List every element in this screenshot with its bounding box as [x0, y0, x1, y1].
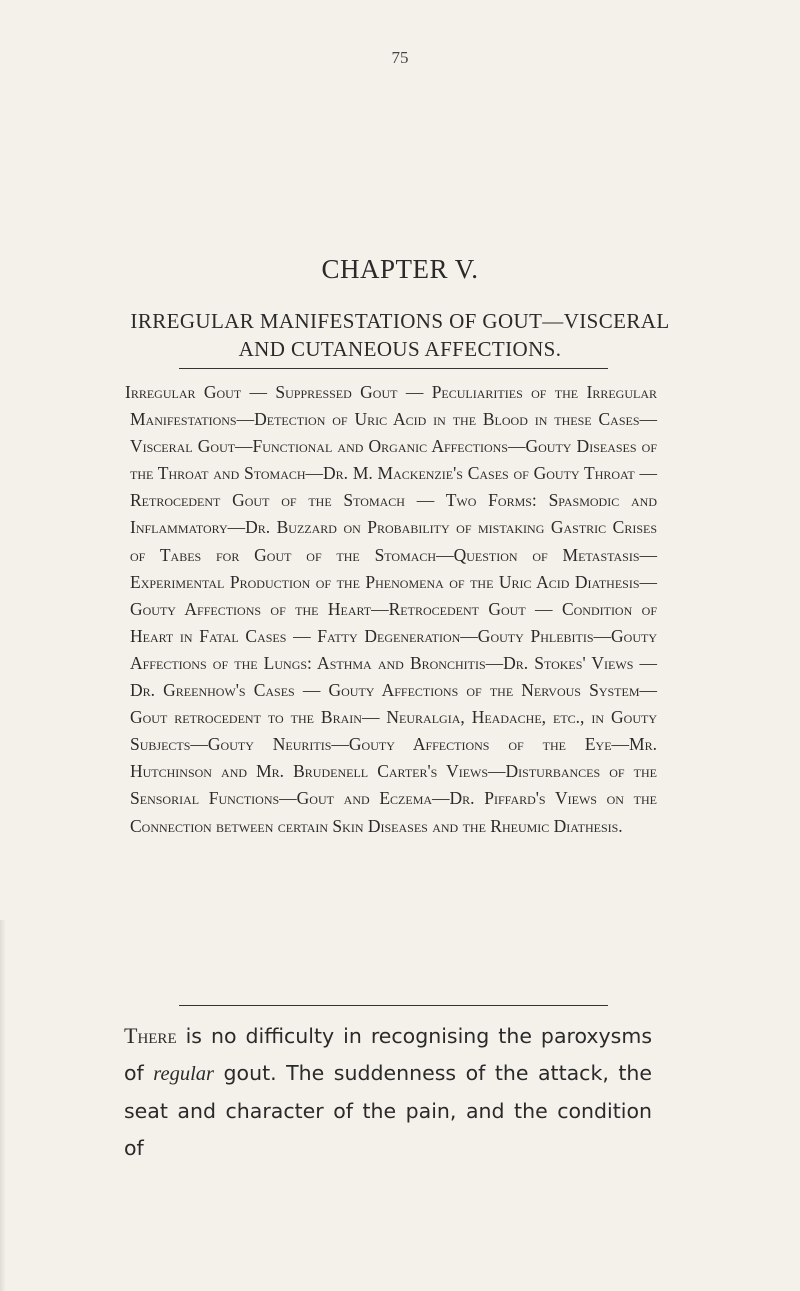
body-paragraph: [124, 1017, 652, 1167]
body-text-part-2: gout. The suddenness of the attack, the seat and character of the pain, and the condition of: [124, 1061, 652, 1160]
body-text-part-1: is no difficulty in recognising the paroxysms of: [124, 1024, 652, 1085]
bottom-rule: [179, 1005, 608, 1006]
chapter-title: [0, 307, 800, 363]
chapter-title-line-1: IRREGULAR MANIFESTATIONS OF GOUT—VISCERAL: [130, 309, 670, 333]
page-number: 75: [391, 48, 409, 67]
top-rule: [179, 368, 608, 369]
chapter-synopsis: Irregular Gout — Suppressed Gout — Peculiarities of the Irregular Manifestations—Detection of Uric Acid in the Blood in these Cases—Visceral Gout—Functional and Organic Affections—Gouty Diseases of the Throat and Stomach—Dr. M. Mackenzie's Cases of Gouty Throat — Retrocedent Gout of the Stomach — Two Forms: Spasmodic and Inflammatory—Dr. Buzzard on Probability of mistaking Gastric Crises of Tabes for Gout of the Stomach—Question of Metastasis—Experimental Production of the Phenomena of the Uric Acid Diathesis—Gouty Affections of the Heart—Retrocedent Gout — Condition of Heart in Fatal Cases — Fatty Degeneration—Gouty Phlebitis—Gouty Affections of the Lungs: Asthma and Bronchitis—Dr. Stokes' Views —Dr. Greenhow's Cases — Gouty Affections of the Nervous System—Gout retrocedent to the Brain— Neuralgia, Headache, etc., in Gouty Subjects—Gouty Neuritis—Gouty Affections of the Eye—Mr. Hutchinson and Mr. Brudenell Carter's Views—Disturbances of the Sensorial Functions—Gout and Eczema—Dr. Piffard's Views on the Connection between certain Skin Diseases and the Rheumic Diathesis.: [125, 382, 657, 836]
body-lead-word: There: [124, 1023, 177, 1048]
page-edge-shadow: [0, 920, 6, 1291]
chapter-title-line-2: AND CUTANEOUS AFFECTIONS.: [238, 337, 562, 361]
chapter-heading: CHAPTER V.: [321, 254, 479, 284]
body-emphasis: regular: [153, 1063, 215, 1085]
